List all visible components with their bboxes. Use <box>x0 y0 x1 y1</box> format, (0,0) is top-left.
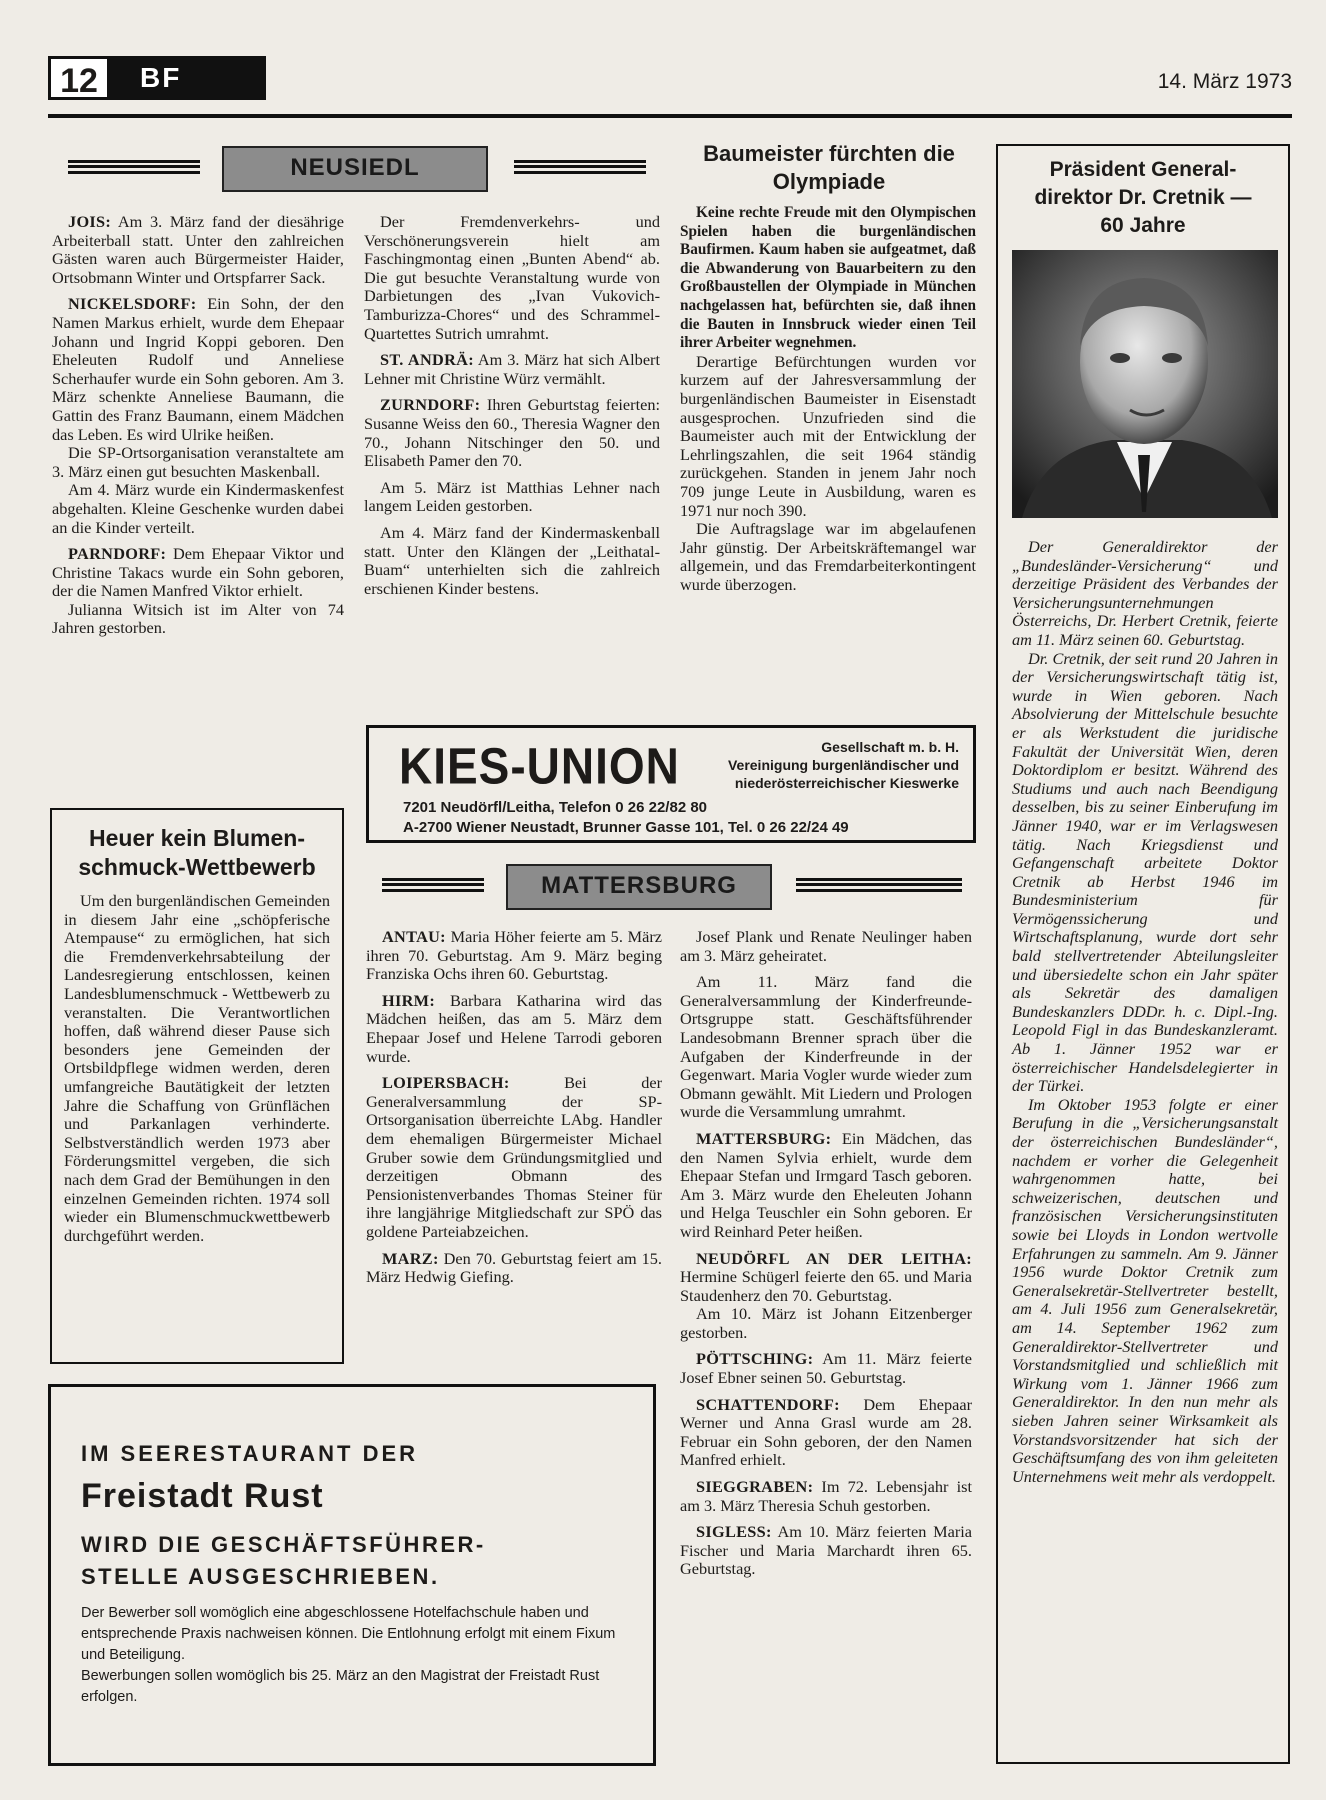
news-item: SIEGGRABEN: Im 72. Lebensjahr ist am 3. März Theresia Schuh gestorben. <box>680 1477 972 1515</box>
baumeister-text: Keine rechte Freude mit den Olympischen Spielen haben die burgenländischen Baufirmen. Kaum haben sie aufgeatmet, daß die Abwanderung von Bauarbeitern zu den Großbaustellen der Olympiade in München nachgelassen hat, befürchten sie, daß ihnen die Bauten in Innsbruck wieder einen Teil ihrer Arbeiter wegnehmen. Derartige Befürchtungen wurden vor kurzem auf der Jahresversammlung der burgenländischen Baumeister in Eisenstadt ausgesprochen. Unzufrieden sind die Baumeister auch mit der Entwicklung der Lehrlingszahlen, die seit 1964 ständig zurückgehen. Standen in jenem Jahr noch 709 junge Leute in Ausbildung, waren es 1971 nur noch 390. Die Auftragslage war im abgelaufenen Jahr günstig. Der Arbeitskräftemangel war allgemein, und das Fremdarbeiterkontingent wurde überzogen. <box>680 204 976 594</box>
kies-union-address: 7201 Neudörfl/Leitha, Telefon 0 26 22/82 80 A-2700 Wiener Neustadt, Brunner Gasse 101, Tel. 0 26 22/24 49 <box>403 799 849 836</box>
news-item: Der Fremdenverkehrs- und Verschönerungsverein hielt am Faschingmontag einen „Bunten Abend“ ab. Die gut besuchte Veranstaltung wurde von Darbietungen des „Ivan Vukovich-Tamburizza-Chores“ und des Schrammel-Quartettes Sutrich umrahmt. <box>364 212 660 343</box>
cretnik-portrait-image <box>1012 250 1278 518</box>
kies-union-ad <box>366 725 976 843</box>
banner-rule-left <box>68 160 200 174</box>
blumen-text: Um den burgenländischen Gemeinden in diesem Jahr eine „schöpferische Atempause“ zu ermöglichen, hat sich die Fremdenverkehrsabteilung der Landesregierung entschlossen, keinen Landesblumenschmuck - Wettbewerb zu veranstalten. Die Verantwortlichen hoffen, daß während dieser Pause sich besonders jene Gemeinden der Ortsbildpflege widmen werden, deren umfangreiche Bautätigkeit der letzten Jahre die Schaffung von Grünflächen und Parkanlagen verhinderte. Selbstverständlich werden 1973 aber Förderungsmittel vergeben, die sich nach dem Grad der Bemühungen in den einzelnen Gemeinden richten. 1974 soll wieder ein Blumenschmuckwettbewerb durchgeführt werden. <box>64 891 330 1245</box>
news-item: Am 4. März fand der Kindermaskenball statt. Unter den Klängen der „Leithatal-Buam“ unterhielten sich die zahlreich erschienen Kinder bestens. <box>364 522 660 598</box>
cretnik-portrait <box>1012 250 1278 518</box>
rust-ad-line1: IM SEERESTAURANT DER <box>81 1441 419 1466</box>
banner-rule-right <box>514 160 646 174</box>
news-item: Am 4. März wurde ein Kindermaskenfest abgehalten. Kleine Geschenke wurden dabei an die Kinder verteilt. <box>52 480 344 537</box>
news-item: ZURNDORF: Ihren Geburtstag feierten: Susanne Weiss den 60., Theresia Wagner den 70., Johann Nitschinger den 50. und Elisabeth Pamer den 70. <box>364 395 660 471</box>
issue-date: 14. März 1973 <box>1157 70 1292 93</box>
news-item: SIGLESS: Am 10. März feierten Maria Fischer und Maria Marchardt ihren 65. Geburtstag. <box>680 1522 972 1579</box>
section-label: BF <box>110 56 266 100</box>
blumen-box <box>50 808 344 1364</box>
baumeister-headline: Baumeister fürchten die Olympiade <box>703 141 955 194</box>
news-item: HIRM: Barbara Katharina wird das Mädchen heißen, das am 5. März dem Ehepaar Josef und Helene Tarrodi geboren wurde. <box>366 990 662 1066</box>
news-item: MARZ: Den 70. Geburtstag feiert am 15. März Hedwig Giefing. <box>366 1248 662 1287</box>
rust-ad-body: Der Bewerber soll womöglich eine abgeschlossene Hotelfachschule haben und entsprechende Praxis nachweisen können. Die Entlohnung erfolgt mit einem Fixum und Beteiligung. Bewerbungen sollen womöglich bis 25. März an den Magistrat der Freistadt Rust erfolgen. <box>81 1605 616 1705</box>
header-rule <box>48 114 1292 118</box>
news-item: NEUDÖRFL AN DER LEITHA: Hermine Schügerl feierte den 65. und Maria Staudenherz den 70. Geburtstag. <box>680 1248 972 1305</box>
news-item: ANTAU: Maria Höher feierte am 5. März ihren 70. Geburtstag. Am 9. März beging Franziska Ochs ihren 60. Geburtstag. <box>366 927 662 984</box>
news-item: Am 11. März fand die Generalversammlung der Kinderfreunde-Ortsgruppe statt. Geschäftsführender Landesobmann Brenner sprach über die Aufgaben der Kinderfreunde in der Gegenwart. Maria Vogler wurde wieder zum Obmann gewählt. Mit Liedern und Prologen wurde die Versammlung umrahmt. <box>680 972 972 1122</box>
news-item: JOIS: Am 3. März fand der diesährige Arbeiterball statt. Unter den zahlreichen Gästen waren auch Bürgermeister Haider, Ortsobmann Winter und Ortspfarrer Sack. <box>52 212 344 287</box>
news-item: Die SP-Ortsorganisation veranstaltete am 3. März einen gut besuchten Maskenball. <box>52 443 344 481</box>
news-item: Am 5. März ist Matthias Lehner nach langem Leiden gestorben. <box>364 477 660 516</box>
news-item: Josef Plank und Renate Neulinger haben am 3. März geheiratet. <box>680 927 972 965</box>
neusiedl-column-2 <box>364 213 660 598</box>
page-number: 12 <box>48 56 110 100</box>
neusiedl-column-1 <box>52 213 344 638</box>
mattersburg-column-2 <box>680 928 972 1579</box>
neusiedl-banner: NEUSIEDL <box>222 146 488 192</box>
banner-rule-right <box>796 878 962 892</box>
mattersburg-column-1 <box>366 928 662 1287</box>
news-item: Julianna Witsich ist im Alter von 74 Jahren gestorben. <box>52 599 344 638</box>
blumen-headline: Heuer kein Blumen- schmuck-Wettbewerb <box>78 825 316 880</box>
news-item: NICKELSDORF: Ein Sohn, der den Namen Markus erhielt, wurde dem Ehepaar Johann und Ingrid Koppi geboren. Den Eheleuten Rudolf und Anneliese Scherhaufer wurde ein Sohn geboren. Am 3. März schenkte Anneliese Baumann, die Gattin des Franz Baumann, einem Mädchen das Leben. Es wird Ulrike heißen. <box>52 294 344 444</box>
kies-union-name: KIES-UNION <box>399 737 680 795</box>
news-item: LOIPERSBACH: Bei der Generalversammlung der SP-Ortsorganisation überreichte LAbg. Handler dem ehemaligen Bürgermeister Michael Gruber sowie dem Gründungsmitglied und derzeitigen Obmann des Pensionistenverbandes Thomas Steiner für ihre langjährige Mitgliedschaft zur SPÖ das goldene Parteiabzeichen. <box>366 1073 662 1241</box>
cretnik-headline: Präsident General- direktor Dr. Cretnik — 60 Jahre <box>1034 158 1252 237</box>
news-item: SCHATTENDORF: Dem Ehepaar Werner und Anna Grasl wurde am 28. Februar ein Sohn geboren, der den Namen Manfred erhielt. <box>680 1394 972 1470</box>
kies-union-company: Gesellschaft m. b. H. Vereinigung burgenländischer und niederösterreichischer Kieswerke <box>727 739 959 791</box>
rust-ad <box>48 1384 656 1766</box>
news-item: MATTERSBURG: Ein Mädchen, das den Namen Sylvia erhielt, wurde dem Ehepaar Stefan und Irmgard Tasch geboren. Am 3. März wurde den Eheleuten Johann und Helga Teuschler ein Sohn geboren. Er wird Reinhard Peter heißen. <box>680 1128 972 1241</box>
rust-ad-title: Freistadt Rust <box>81 1477 324 1515</box>
news-item: Am 10. März ist Johann Eitzenberger gestorben. <box>680 1304 972 1342</box>
mattersburg-banner: MATTERSBURG <box>506 864 772 910</box>
cretnik-box <box>996 144 1290 1764</box>
news-item: PARNDORF: Dem Ehepaar Viktor und Christine Takacs wurde ein Sohn geboren, der die Namen Manfred Viktor erhielt. <box>52 544 344 601</box>
banner-rule-left <box>382 878 484 892</box>
news-item: PÖTTSCHING: Am 11. März feierte Josef Ebner seinen 50. Geburtstag. <box>680 1349 972 1388</box>
news-item: ST. ANDRÄ: Am 3. März hat sich Albert Lehner mit Christine Würz vermählt. <box>364 350 660 388</box>
rust-ad-position: WIRD DIE GESCHÄFTSFÜHRER- STELLE AUSGESCHRIEBEN. <box>81 1532 486 1589</box>
cretnik-text: Der Generaldirektor der „Bundesländer-Versicherung“ und derzeitige Präsident des Verbandes der Versicherungsunternehmungen Österreichs, Dr. Herbert Cretnik, feierte am 11. März seinen 60. Geburtstag. Dr. Cretnik, der seit rund 20 Jahren in der Versicherungswirtschaft tätig ist, wurde in Wien geboren. Nach Absolvierung der Mittelschule besuchte er als Werkstudent die juridische Fakultät der Universität Wien, deren Doktordiplom er besitzt. Während des Studiums und auch nach Beendigung desselben, bis zu seiner Einberufung im Jänner 1940, war er im Verlagswesen tätig. Nach Kriegsdienst und Gefangenschaft arbeitete Doktor Cretnik ab Herbst 1946 im Bundesministerium für Vermögenssicherung und Wirtschaftsplanung, wurde dort sehr bald stellvertretender Abteilungsleiter und übersiedelte schon ein Jahr später als Sekretär des damaligen Bundeskanzlers DDDr. h. c. Dipl.-Ing. Leopold Figl in das Bundeskanzleramt. Ab 1. Jänner 1952 war er österreichischer Handelsdelegierter in der Türkei. Im Oktober 1953 folgte er einer Berufung in die „Versicherungsanstalt der österreichischen Bundesländer“, nachdem er vorher die Gelegenheit wahrgenommen hatte, bei schweizerischen, deutschen und französischen Versicherungsinstituten sowie bei Lloyds in London wertvolle Erfahrungen zu sammeln. Am 9. Jänner 1956 wurde Doktor Cretnik zum Generalsekretär-Stellvertreter bestellt, am 4. Juli 1956 zum Generalsekretär, am 14. September 1962 zum Generaldirektor-Stellvertreter und Vorstandsmitglied und schließlich mit Wirkung vom 1. Jänner 1966 zum Generaldirektor. In den nun mehr als sieben Jahren seiner Wirksamkeit als Vorstandsvorsitzender hat sich der Geschäftsumfang des von ihm geleiteten Unternehmens weit mehr als verdoppelt. <box>1012 537 1278 1486</box>
